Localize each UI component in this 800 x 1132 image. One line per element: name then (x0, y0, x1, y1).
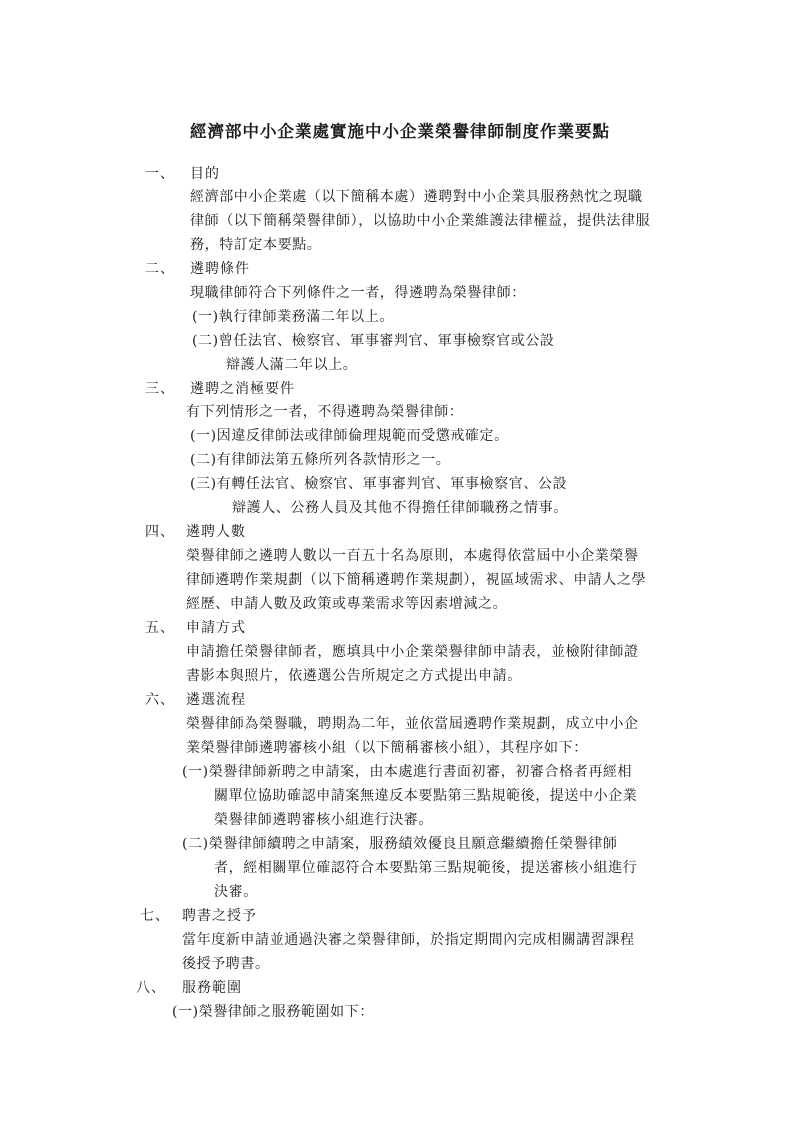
section-text-line: 經濟部中小企業處（以下簡稱本處）遴聘對中小企業具服務熱忱之現職 (190, 189, 643, 205)
section-text-line: (一)因違反律師法或律師倫理規範而受懲戒確定。 (190, 428, 509, 444)
section-heading: 遴聘人數 (186, 524, 246, 540)
section-text-line: (二)有律師法第五條所列各款情形之一。 (190, 452, 451, 468)
section-number: 三、 (145, 381, 175, 397)
section-number: 七、 (140, 908, 170, 924)
section-heading: 遴聘之消極要件 (190, 381, 295, 397)
section-text-line: 者，經相關單位確認符合本要點第三點規範後，提送審核小組進行 (214, 860, 638, 876)
section-heading: 遴聘條件 (190, 261, 250, 277)
section-number: 二、 (145, 261, 175, 277)
section-heading: 聘書之授予 (182, 908, 257, 924)
section-text-line: (三)有轉任法官、檢察官、軍事審判官、軍事檢察官、公設 (190, 476, 568, 492)
section-number: 六、 (145, 692, 175, 708)
section-text-line: 務，特訂定本要點。 (190, 237, 322, 253)
section-text-line: 後授予聘書。 (182, 956, 270, 972)
section-text-line: 經歷、申請人數及政策或專業需求等因素增減之。 (186, 596, 508, 612)
section-heading: 服務範圍 (182, 980, 242, 996)
section-text-line: 現職律師符合下列條件之一者，得遴聘為榮譽律師： (190, 285, 526, 301)
section-text-line: 榮譽律師遴聘審核小組進行決審。 (214, 812, 433, 828)
section-text-line: 律師遴聘作業規劃（以下簡稱遴聘作業規劃），視區域需求、申請人之學 (186, 572, 647, 588)
section-text-line: (二)曾任法官、檢察官、軍事審判官、軍事檢察官或公設 (192, 333, 555, 349)
section-text-line: (二)榮譽律師續聘之申請案，服務績效優良且願意繼續擔任榮譽律師 (182, 836, 618, 852)
section-text-line: (一)榮譽律師之服務範圍如下： (172, 1004, 374, 1020)
section-text-line: 榮譽律師為榮譽職，聘期為二年，並依當屆遴聘作業規劃，成立中小企 (186, 716, 639, 732)
section-text-line: 關單位協助確認申請案無違反本要點第三點規範後，提送中小企業 (214, 788, 638, 804)
section-heading: 目的 (190, 166, 220, 182)
document-title: 經濟部中小企業處實施中小企業榮譽律師制度作業要點 (190, 122, 610, 141)
section-number: 一、 (145, 166, 175, 182)
section-text-line: 決審。 (214, 884, 258, 900)
section-text-line: 書影本與照片，依遴選公告所規定之方式提出申請。 (186, 668, 522, 684)
section-text-line: 辯護人、公務人員及其他不得擔任律師職務之情事。 (232, 500, 568, 516)
section-heading: 遴選流程 (186, 692, 246, 708)
section-number: 八、 (136, 980, 166, 996)
section-text-line: 有下列情形之一者，不得遴聘為榮譽律師： (186, 404, 464, 420)
section-number: 四、 (145, 524, 175, 540)
section-text-line: 當年度新申請並通過決審之榮譽律師，於指定期間內完成相關講習課程 (182, 932, 635, 948)
section-text-line: 律師（以下簡稱榮譽律師），以協助中小企業維護法律權益，提供法律服 (190, 213, 651, 229)
section-text-line: 業榮譽律師遴聘審核小組（以下簡稱審核小組），其程序如下： (186, 740, 588, 756)
section-text-line: 辯護人滿二年以上。 (226, 357, 358, 373)
section-heading: 申請方式 (186, 620, 246, 636)
section-text-line: 榮譽律師之遴聘人數以一百五十名為原則，本處得依當屆中小企業榮譽 (186, 548, 639, 564)
section-text-line: (一)執行律師業務滿二年以上。 (192, 309, 394, 325)
section-number: 五、 (145, 620, 175, 636)
section-text-line: (一)榮譽律師新聘之申請案，由本處進行書面初審，初審合格者再經相 (182, 764, 633, 780)
section-text-line: 申請擔任榮譽律師者，應填具中小企業榮譽律師申請表，並檢附律師證 (186, 644, 639, 660)
